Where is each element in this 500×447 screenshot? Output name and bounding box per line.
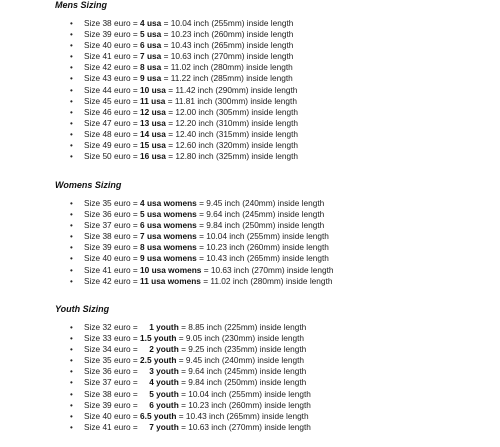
euro-size-text: Size 45 euro =: [84, 95, 141, 106]
us-size-text: 14 usa: [140, 128, 166, 139]
us-size-text: 8 usa womens: [140, 242, 197, 253]
bullet-icon: •: [70, 422, 73, 432]
us-size-text: 12 usa: [140, 106, 166, 117]
euro-size-text: Size 44 euro =: [84, 84, 141, 95]
size-text: [84, 198, 324, 209]
length-text: = 9.25 inch (235mm) inside length: [178, 344, 307, 355]
bullet-icon: •: [70, 254, 73, 264]
bullet-icon: •: [70, 265, 73, 275]
euro-size-text: Size 49 euro =: [84, 140, 141, 151]
size-text: [84, 209, 324, 220]
euro-size-text: Size 38 euro =: [84, 18, 141, 28]
size-text: [84, 73, 293, 84]
euro-size-text: Size 38 euro =: [84, 388, 150, 399]
bullet-icon: •: [70, 52, 73, 62]
length-text: = 10.63 inch (270mm) inside length: [178, 421, 311, 432]
length-text: = 12.60 inch (320mm) inside length: [165, 140, 299, 151]
bullet-icon: •: [70, 389, 73, 399]
length-text: = 11.02 inch (280mm) inside length: [161, 62, 293, 73]
bullet-icon: •: [70, 243, 73, 253]
bullet-icon: •: [70, 356, 73, 366]
bullet-icon: •: [70, 221, 73, 231]
us-size-text: 5 usa womens: [140, 209, 197, 220]
length-text: = 12.80 inch (325mm) inside length: [165, 151, 299, 162]
us-size-text: 5 usa: [140, 29, 162, 40]
euro-size-text: Size 43 euro =: [84, 73, 141, 84]
us-size-text: 10 usa: [140, 84, 166, 95]
length-text: = 10.23 inch (260mm) inside length: [196, 242, 329, 253]
euro-size-text: Size 37 euro =: [84, 220, 141, 231]
length-text: = 10.04 inch (255mm) inside length: [196, 231, 329, 242]
us-size-text: 1.5 youth: [140, 333, 177, 344]
size-text: [84, 140, 298, 151]
us-size-text: 6 youth: [149, 399, 179, 410]
bullet-icon: •: [70, 96, 73, 106]
euro-size-text: Size 40 euro =: [84, 410, 141, 421]
euro-size-text: Size 42 euro =: [84, 275, 141, 286]
size-text: [84, 366, 306, 377]
us-size-text: 4 usa womens: [140, 198, 197, 208]
euro-size-text: Size 41 euro =: [84, 51, 141, 62]
size-text: [84, 29, 293, 40]
length-text: = 9.84 inch (250mm) inside length: [196, 220, 325, 231]
length-text: = 11.42 inch (290mm) inside length: [165, 84, 298, 95]
us-size-text: 5 youth: [149, 388, 179, 399]
size-text: [84, 129, 298, 140]
size-text: [84, 18, 293, 29]
length-text: = 12.40 inch (315mm) inside length: [165, 128, 299, 139]
length-text: = 10.63 inch (270mm) inside length: [161, 51, 294, 62]
mens-sizing-title: Mens Sizing: [55, 0, 108, 10]
euro-size-text: Size 41 euro =: [84, 264, 141, 275]
size-text: [84, 389, 311, 400]
us-size-text: 15 usa: [140, 140, 166, 151]
bullet-icon: •: [70, 63, 73, 73]
size-text: [84, 51, 293, 62]
euro-size-text: Size 47 euro =: [84, 117, 141, 128]
size-text: [84, 322, 306, 333]
euro-size-text: Size 35 euro =: [84, 355, 141, 366]
size-text: [84, 377, 306, 388]
size-text: [84, 253, 329, 264]
size-text: [84, 265, 334, 276]
euro-size-text: Size 34 euro =: [84, 344, 150, 355]
length-text: = 10.43 inch (265mm) inside length: [196, 253, 329, 264]
euro-size-text: Size 48 euro =: [84, 128, 141, 139]
us-size-text: 2.5 youth: [140, 355, 177, 366]
us-size-text: 8 usa: [140, 62, 162, 73]
youth-sizing-title: Youth Sizing: [55, 304, 110, 314]
bullet-icon: •: [70, 411, 73, 421]
length-text: = 9.64 inch (245mm) inside length: [196, 209, 325, 220]
euro-size-text: Size 50 euro =: [84, 151, 141, 162]
length-text: = 9.84 inch (250mm) inside length: [178, 377, 307, 388]
length-text: = 9.45 inch (240mm) inside length: [196, 198, 325, 208]
length-text: = 12.20 inch (310mm) inside length: [165, 117, 299, 128]
bullet-icon: •: [70, 19, 73, 28]
bullet-icon: •: [70, 210, 73, 220]
euro-size-text: Size 33 euro =: [84, 333, 141, 344]
bullet-icon: •: [70, 41, 73, 51]
length-text: = 10.43 inch (265mm) inside length: [161, 40, 294, 51]
us-size-text: 6 usa: [140, 40, 162, 51]
length-text: = 10.23 inch (260mm) inside length: [178, 399, 311, 410]
size-text: [84, 85, 297, 96]
euro-size-text: Size 32 euro =: [84, 322, 150, 332]
size-text: [84, 96, 297, 107]
us-size-text: 11 usa womens: [140, 275, 201, 286]
length-text: = 11.22 inch (285mm) inside length: [161, 73, 293, 84]
us-size-text: 6 usa womens: [140, 220, 197, 231]
size-text: [84, 107, 298, 118]
bullet-icon: •: [70, 323, 73, 332]
size-text: [84, 276, 332, 287]
length-text: = 10.04 inch (255mm) inside length: [161, 18, 294, 28]
us-size-text: 2 youth: [149, 344, 179, 355]
bullet-icon: •: [70, 378, 73, 388]
us-size-text: 4 usa: [140, 18, 162, 28]
bullet-icon: •: [70, 85, 73, 95]
size-text: [84, 400, 311, 411]
length-text: = 10.23 inch (260mm) inside length: [161, 29, 294, 40]
euro-size-text: Size 39 euro =: [84, 399, 150, 410]
size-text: [84, 40, 293, 51]
us-size-text: 16 usa: [140, 151, 166, 162]
euro-size-text: Size 40 euro =: [84, 40, 141, 51]
bullet-icon: •: [70, 152, 73, 162]
bullet-icon: •: [70, 199, 73, 208]
length-text: = 10.63 inch (270mm) inside length: [201, 264, 334, 275]
us-size-text: 7 usa womens: [140, 231, 197, 242]
euro-size-text: Size 40 euro =: [84, 253, 141, 264]
size-text: [84, 220, 324, 231]
euro-size-text: Size 46 euro =: [84, 106, 141, 117]
bullet-icon: •: [70, 276, 73, 286]
length-text: = 9.05 inch (230mm) inside length: [176, 333, 304, 344]
us-size-text: 13 usa: [140, 117, 166, 128]
us-size-text: 7 youth: [149, 421, 179, 432]
size-text: [84, 333, 304, 344]
bullet-icon: •: [70, 345, 73, 355]
us-size-text: 9 usa womens: [140, 253, 197, 264]
size-text: [84, 411, 309, 422]
us-size-text: 4 youth: [149, 377, 179, 388]
size-text: [84, 62, 293, 73]
bullet-icon: •: [70, 334, 73, 344]
length-text: = 11.81 inch (300mm) inside length: [165, 95, 297, 106]
us-size-text: 6.5 youth: [140, 410, 177, 421]
bullet-icon: •: [70, 74, 73, 84]
bullet-icon: •: [70, 118, 73, 128]
euro-size-text: Size 39 euro =: [84, 242, 141, 253]
size-text: [84, 344, 306, 355]
us-size-text: 9 usa: [140, 73, 162, 84]
bullet-icon: •: [70, 107, 73, 117]
length-text: = 10.43 inch (265mm) inside length: [176, 410, 309, 421]
bullet-icon: •: [70, 30, 73, 40]
euro-size-text: Size 41 euro =: [84, 421, 150, 432]
womens-sizing-title: Womens Sizing: [55, 180, 122, 190]
euro-size-text: Size 37 euro =: [84, 377, 150, 388]
length-text: = 12.00 inch (305mm) inside length: [165, 106, 299, 117]
size-text: [84, 242, 329, 253]
euro-size-text: Size 36 euro =: [84, 209, 141, 220]
size-text: [84, 231, 329, 242]
euro-size-text: Size 38 euro =: [84, 231, 141, 242]
size-text: [84, 151, 298, 162]
euro-size-text: Size 35 euro =: [84, 198, 141, 208]
bullet-icon: •: [70, 367, 73, 377]
us-size-text: 1 youth: [149, 322, 179, 332]
length-text: = 9.64 inch (245mm) inside length: [178, 366, 307, 377]
us-size-text: 11 usa: [140, 95, 166, 106]
bullet-icon: •: [70, 400, 73, 410]
euro-size-text: Size 42 euro =: [84, 62, 141, 73]
size-text: [84, 422, 311, 433]
euro-size-text: Size 36 euro =: [84, 366, 150, 377]
us-size-text: 10 usa womens: [140, 264, 202, 275]
length-text: = 10.04 inch (255mm) inside length: [178, 388, 311, 399]
length-text: = 11.02 inch (280mm) inside length: [200, 275, 333, 286]
bullet-icon: •: [70, 129, 73, 139]
size-text: [84, 118, 298, 129]
length-text: = 9.45 inch (240mm) inside length: [176, 355, 304, 366]
euro-size-text: Size 39 euro =: [84, 29, 141, 40]
us-size-text: 7 usa: [140, 51, 162, 62]
size-text: [84, 355, 304, 366]
bullet-icon: •: [70, 141, 73, 151]
length-text: = 8.85 inch (225mm) inside length: [178, 322, 307, 332]
us-size-text: 3 youth: [149, 366, 179, 377]
bullet-icon: •: [70, 232, 73, 242]
